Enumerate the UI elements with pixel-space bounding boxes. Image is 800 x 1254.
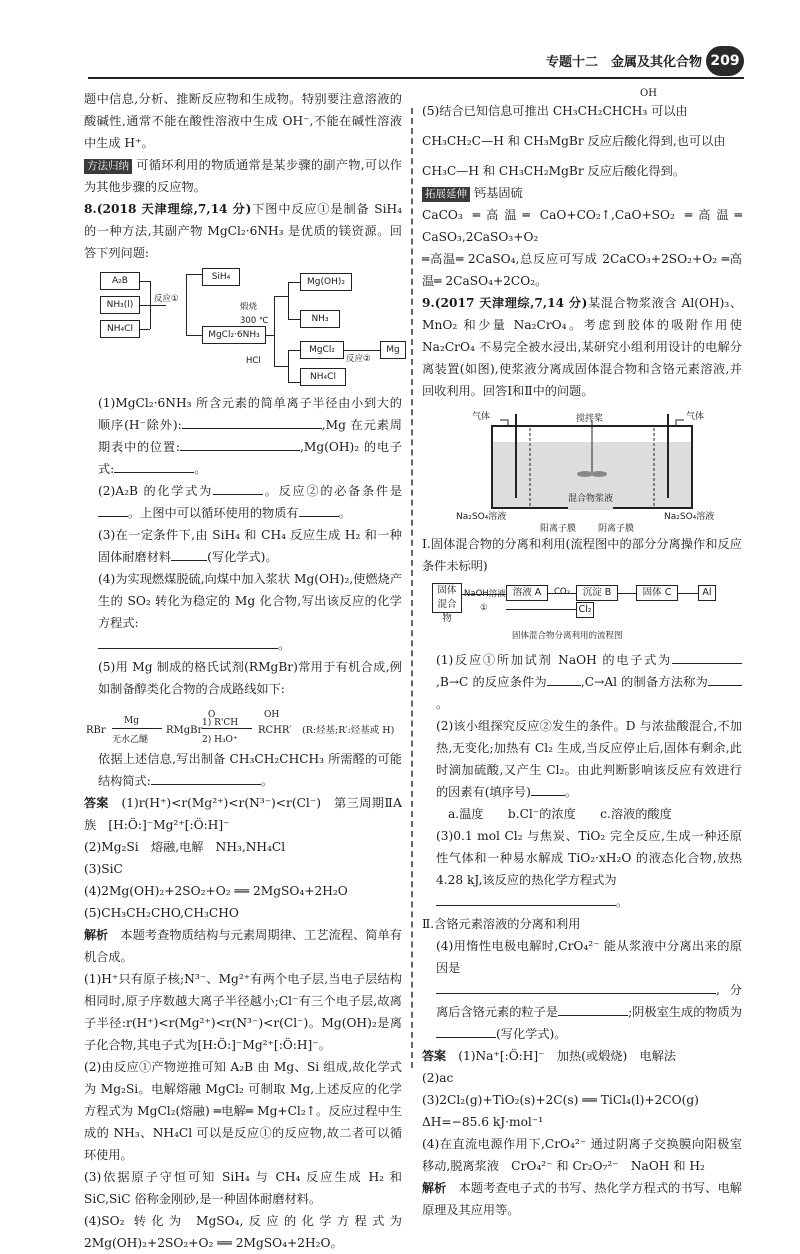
question-8-part-1: (1)MgCl₂·6NH₃ 所含元素的简单离子半径由小到大的顺序(H⁻除外): ,Mg 在元素周期表中的位置: ,Mg(OH)₂ 的电子式: 。: [98, 396, 403, 476]
hcl-label: HCl: [246, 356, 261, 366]
synth-ether: 无水乙醚: [112, 728, 162, 751]
box-solid-c: 固体 C: [636, 585, 678, 601]
line: [150, 305, 166, 306]
synth-rmgbr: RMgBr: [166, 725, 203, 736]
stirrer-label: 搅拌桨: [576, 414, 604, 424]
analysis-8-2: (2)由反应①产物逆推可知 A₂B 由 Mg、Si 组成,故化学式为 Mg₂Si。电解熔融 MgCl₂ 可制取 Mg,上述反应的化学方程式为 MgCl₂(熔融) ═电解═ Mg+Cl₂↑。反应过程中生成的 NH₃、NH₄Cl 可以是反应①的反应物,故二者可以循环使用。: [84, 1060, 402, 1162]
question-9-part-1: (1)反应①所加试剂 NaOH 的电子式为,B→C 的反应条件为 ,C→Al 的制备方法称为。: [422, 649, 742, 715]
answer-blank[interactable]: [114, 459, 194, 473]
analysis-label: 解析: [422, 1181, 447, 1195]
extension-heading: [422, 182, 742, 204]
answer-8-block: [84, 792, 402, 836]
answer-blank[interactable]: [708, 672, 742, 686]
q8-1b-text: ,Mg 在元素周期表中的位置:: [98, 418, 402, 454]
method-note: [84, 154, 402, 198]
answer-8-4: (4)2Mg(OH)₂+2SO₂+O₂ ══ 2MgSO₄+2H₂O: [84, 884, 348, 898]
answer-blank[interactable]: [531, 782, 565, 796]
box-mgoh2: Mg(OH)₂: [300, 273, 352, 291]
question-8-source: (2018 天津理综,7,14 分): [96, 202, 252, 216]
page-number: 209: [706, 46, 744, 76]
answer-blank[interactable]: [182, 415, 322, 429]
answer-label: 答案: [84, 796, 109, 810]
answer-blank[interactable]: [151, 771, 261, 785]
q9-1-text: (1)反应①所加试剂 NaOH 的电子式为: [436, 653, 672, 667]
answer-8-3: (3)SiC: [84, 862, 123, 876]
q8-3b-text: (写化学式)。: [207, 550, 278, 564]
line: [288, 282, 289, 320]
answer-blank[interactable]: [213, 481, 263, 495]
q8-4-text: (4)为实现燃煤脱硫,向煤中加入浆状 Mg(OH)₂,使燃烧产生的 SO₂ 转化为稳定的 Mg 化合物,写出该反应的化学方程式:: [98, 572, 402, 630]
synth-product: RCHR′: [258, 725, 292, 736]
synth-step1: 1) R'CH: [202, 718, 239, 728]
step-1-label: ①: [480, 603, 488, 613]
q8-2c-text: 。上图中可以循环使用的物质有: [128, 506, 299, 520]
box-a2b: A₂B: [100, 272, 140, 290]
q9-4b-text: ,分离后含铬元素的粒子是: [436, 983, 742, 1019]
box-mgcl2: MgCl₂: [300, 341, 344, 359]
question-9-part-2: (2)该小组探究反应②发生的条件。D 与浓盐酸混合,不加热,无变化;加热有 Cl₂ 生成,当反应停止后,固体有剩余,此时滴加硫酸,又产生 Cl₂。由此判断影响该反应有效进行的因素有(填序号) 。: [436, 719, 742, 799]
answer-blank[interactable]: [558, 1002, 628, 1016]
oh-substituent: OH: [640, 88, 657, 99]
question-9-text: 某混合物浆液含 Al(OH)₃、MnO₂ 和少量 Na₂CrO₄。考虑到胶体的吸附作用使 Na₂CrO₄ 不易完全被水浸出,某研究小组利用设计的电解分离装置(如图),使浆液分离成固体混合物和含铬元素溶液,并回收利用。回答Ⅰ和Ⅱ中的问题。: [422, 296, 743, 398]
box-nh3-liquid: NH₃(l): [100, 296, 140, 314]
slurry-label: 混合物浆液: [568, 488, 613, 510]
q9-1b-text: ,B→C 的反应条件为: [436, 675, 547, 689]
line: [186, 274, 187, 336]
line: [288, 382, 300, 383]
line: [288, 350, 289, 382]
line: [288, 282, 300, 283]
answer-blank[interactable]: [672, 650, 742, 664]
extension-eq-1: CaCO₃ ═高温═ CaO+CO₂↑,CaO+SO₂ ═高温═ CaSO₃,2CaSO₃+O₂: [422, 208, 742, 244]
question-9-part-4: [422, 935, 742, 1045]
naoh-label: NaOH溶液: [464, 589, 506, 599]
answer-blank[interactable]: [171, 547, 207, 561]
synth-step2: 2) H₃O⁺: [202, 728, 252, 751]
page-header: [0, 44, 800, 80]
synth-o: O: [208, 710, 216, 720]
line: [266, 335, 274, 336]
line: [274, 296, 288, 297]
analysis-9: [422, 1177, 742, 1221]
analysis-8-1: (1)H⁺只有原子核;N³⁻、Mg²⁺有两个电子层,当电子层结构相同时,原子序数越大离子半径越小;Cl⁻有三个电子层,故离子半径:r(H⁺)<r(Mg²⁺)<r(N³⁻)<r(Cl⁻)。Mg(OH)₂是离子化合物,其电子式为[H:Ö:]⁻Mg²⁺[:Ö:H]⁻。: [84, 972, 402, 1052]
question-8-part-3: [84, 524, 402, 568]
box-solid-mixture: 固体混合物: [432, 583, 462, 613]
question-8-stem: [84, 198, 402, 264]
question-8-part-4: (4)为实现燃煤脱硫,向煤中加入浆状 Mg(OH)₂,使燃烧产生的 SO₂ 转化为稳定的 Mg 化合物,写出该反应的化学方程式: 。: [98, 572, 402, 652]
synthesis-route: [84, 700, 402, 748]
anion-membrane-label: 阴离子膜: [598, 524, 635, 534]
line: [140, 305, 150, 306]
q9-2-text: (2)该小组探究反应②发生的条件。D 与浓盐酸混合,不加热,无变化;加热有 Cl₂ 生成,当反应停止后,固体有剩余,此时滴加硫酸,又产生 Cl₂。由此判断影响该反应有效进行的因素有(填序号): [436, 719, 742, 799]
answer-blank[interactable]: [98, 503, 128, 517]
box-precipitate-b: 沉淀 B: [576, 585, 618, 601]
box-nh4cl-product: NH₄Cl: [300, 368, 346, 386]
synth-rbr: RBr: [86, 725, 106, 736]
q9-3-text: (3)0.1 mol Cl₂ 与焦炭、TiO₂ 完全反应,生成一种还原性气体和一种易水解成 TiO₂·xH₂O 的液态化合物,放热 4.28 kJ,该反应的热化学方程式为: [436, 829, 742, 887]
method-text: 可循环利用的物质通常是某步骤的副产物,可以作为其他步骤的反应物。: [84, 158, 402, 194]
analysis-8-4: (4)SO₂ 转化为 MgSO₄,反应的化学方程式为 2Mg(OH)₂+2SO₂+O₂ ══ 2MgSO₄+2H₂O。: [84, 1214, 402, 1250]
part-5-derivation-a: (5)结合已知信息可推出 CH₃CH₂CHCH₃ 可以由: [422, 104, 688, 118]
temperature-label: 300 ℃: [240, 316, 269, 326]
question-8-part-5: (5)用 Mg 制成的格氏试剂(RMgBr)常用于有机合成,例如制备醇类化合物的合成路线如下:: [98, 660, 402, 696]
analysis-8-3: (3)依据原子守恒可知 SiH₄ 与 CH₄ 反应生成 H₂ 和 SiC,SiC 俗称金刚砂,是一种固体耐磨材料。: [84, 1170, 402, 1206]
q8-2-text: (2)A₂B 的化学式为: [98, 484, 213, 498]
co2-label: CO₂: [554, 587, 571, 597]
line: [274, 296, 275, 366]
question-9-source: (2017 天津理综,7,14 分): [434, 296, 588, 310]
reaction-1-label: 反应①: [154, 294, 179, 304]
electrolysis-apparatus: [456, 406, 715, 534]
question-8-text: 下图中反应①是制备 SiH₄ 的一种方法,其副产物 MgCl₂·6NH₃ 是优质的镁资源。回答下列问题:: [84, 202, 402, 260]
line: [140, 329, 150, 330]
answer-blank[interactable]: [547, 672, 581, 686]
intro-paragraph: 题中信息,分析、推断反应物和生成物。特别要注意溶液的酸碱性,通常不能在酸性溶液中生成 OH⁻,不能在碱性溶液中生成 H⁺。: [84, 92, 402, 150]
left-column: [84, 88, 402, 1254]
question-9-part-3: (3)0.1 mol Cl₂ 与焦炭、TiO₂ 完全反应,生成一种还原性气体和一种易水解成 TiO₂·xH₂O 的液态化合物,放热 4.28 kJ,该反应的热化学方程式为 。: [436, 829, 742, 909]
part-2-heading: Ⅱ.含铬元素溶液的分离和利用: [422, 917, 581, 931]
box-mg: Mg: [380, 341, 406, 359]
line: [274, 366, 288, 367]
flowchart-caption: 固体混合物分离利用的流程图: [512, 631, 623, 641]
answer-blank[interactable]: [180, 437, 300, 451]
answer-9-4: (4)在直流电源作用下,CrO₄²⁻ 通过阴离子交换膜向阳极室移动,脱离浆液 CrO₄²⁻ 和 Cr₂O₇²⁻ NaOH 和 H₂: [422, 1137, 742, 1173]
answer-blank[interactable]: [299, 503, 339, 517]
q8-1c-text: ,Mg(OH)₂ 的电子式:: [98, 440, 403, 476]
q9-4d-text: (写化学式)。: [496, 1027, 567, 1041]
box-solution-a: 溶液 A: [506, 585, 548, 601]
question-9-stem: [422, 292, 742, 402]
answer-blank[interactable]: [98, 635, 278, 649]
gas-right-label: 气体: [686, 412, 705, 422]
line: [506, 609, 576, 610]
analysis-label: 解析: [84, 928, 109, 942]
synth-mg: Mg: [124, 716, 139, 726]
section-title: 专题十二 金属及其化合物: [545, 55, 702, 70]
line: [678, 593, 698, 594]
column-divider: [411, 108, 413, 1068]
synth-note: (R:烃基;R′:烃基或 H): [302, 725, 395, 736]
na2so4-left-label: Na₂SO₄溶液: [456, 512, 507, 522]
analysis-9-text: 本题考查电子式的书写、热化学方程式的书写、电解原理及其应用等。: [422, 1181, 742, 1217]
answer-9-3: (3)2Cl₂(g)+TiO₂(s)+2C(s) ══ TiCl₄(l)+2CO(g): [422, 1093, 699, 1107]
gas-left-label: 气体: [472, 412, 491, 422]
box-sih4: SiH₄: [202, 268, 240, 286]
cation-membrane-label: 阳离子膜: [540, 524, 577, 534]
line: [288, 319, 300, 320]
synth-oh: OH: [264, 710, 280, 720]
box-cl2: Cl₂: [576, 602, 594, 618]
question-9-options: a.温度 b.Cl⁻的浓度 c.溶液的酸度: [448, 807, 672, 821]
q8-5b-text: 依据上述信息,写出制备 CH₃CH₂CHCH₃ 所需醛的可能结构简式:: [98, 752, 402, 788]
q8-3-text: (3)在一定条件下,由 SiH₄ 和 CH₄ 反应生成 H₂ 和一种固体耐磨材料: [98, 528, 402, 564]
answer-9-1: (1)Na⁺[:Ö:H]⁻ 加热(或煅烧) 电解法: [458, 1049, 676, 1063]
q8-1-text: (1)MgCl₂·6NH₃ 所含元素的简单离子半径由小到大的顺序(H⁻除外):: [98, 396, 402, 432]
q8-2b-text: 。反应②的必备条件是: [263, 484, 403, 498]
extension-title: 钙基固硫: [474, 186, 523, 200]
right-column: [422, 88, 742, 1221]
box-nh4cl: NH₄Cl: [100, 320, 140, 338]
question-8-part-5b: 依据上述信息,写出制备 CH₃CH₂CHCH₃ 所需醛的可能结构简式: 。: [98, 752, 402, 788]
reaction-2-label: 反应②: [346, 354, 371, 364]
header-rule: [88, 77, 744, 79]
line: [186, 335, 202, 336]
part-5-derivation-c: CH₃C—H 和 CH₃CH₂MgBr 反应后酸化得到。: [422, 164, 686, 178]
part-1-heading: Ⅰ.固体混合物的分离和利用(流程图中的部分分离操作和反应条件未标明): [422, 537, 742, 573]
method-tag: 方法归纳: [84, 159, 132, 174]
answer-9-2: (2)ac: [422, 1071, 454, 1085]
q9-1c-text: ,C→Al 的制备方法称为: [580, 675, 708, 689]
box-mgcl2-6nh3: MgCl₂·6NH₃: [202, 326, 266, 344]
question-9-number: 9.: [422, 296, 435, 310]
analysis-8-intro: [84, 924, 402, 968]
analysis-8-0: 本题考查物质结构与元素周期律、工艺流程、简单有机合成。: [84, 928, 402, 964]
calcine-label: 煅烧: [240, 302, 258, 312]
answer-label: 答案: [422, 1049, 447, 1063]
box-al: Al: [698, 585, 716, 601]
separation-flowchart: [432, 579, 742, 649]
q9-4-text: (4)用惰性电极电解时,CrO₄²⁻ 能从浆液中分离出来的原因是: [436, 939, 742, 975]
extension-eq-2: ═高温═ 2CaSO₄,总反应可写成 2CaCO₃+2SO₂+O₂ ═高温═ 2CaSO₄+2CO₂。: [422, 252, 742, 288]
line: [618, 593, 636, 594]
part-5-derivation-b: CH₃CH₂C—H 和 CH₃MgBr 反应后酸化得到,也可以由: [422, 134, 726, 148]
box-nh3: NH₃: [300, 310, 340, 328]
answer-blank[interactable]: [436, 1024, 496, 1038]
line: [186, 274, 202, 275]
answer-9-block: [422, 1045, 742, 1067]
answer-8-5: (5)CH₃CH₂CHO,CH₃CHO: [84, 906, 239, 920]
line: [288, 350, 300, 351]
question-8-part-2: (2)A₂B 的化学式为 。反应②的必备条件是。上图中可以循环使用的物质有 。: [84, 480, 402, 524]
answer-9-3b: ΔH=−85.6 kJ·mol⁻¹: [422, 1115, 544, 1129]
na2so4-right-label: Na₂SO₄溶液: [664, 512, 715, 522]
line: [140, 281, 150, 282]
mg-flow-diagram: [94, 268, 402, 386]
extension-tag: 拓展延伸: [422, 187, 470, 202]
answer-blank[interactable]: [436, 980, 716, 994]
q9-4c-text: ;阴极室生成的物质为: [628, 1005, 743, 1019]
line: [344, 350, 380, 351]
answer-8-1: (1)r(H⁺)<r(Mg²⁺)<r(N³⁻)<r(Cl⁻) 第三周期ⅡA 族 [H:Ö:]⁻Mg²⁺[:Ö:H]⁻: [84, 796, 402, 832]
answer-8-2: (2)Mg₂Si 熔融,电解 NH₃,NH₄Cl: [84, 840, 286, 854]
question-8-number: 8.: [84, 202, 97, 216]
answer-blank[interactable]: [436, 892, 616, 906]
